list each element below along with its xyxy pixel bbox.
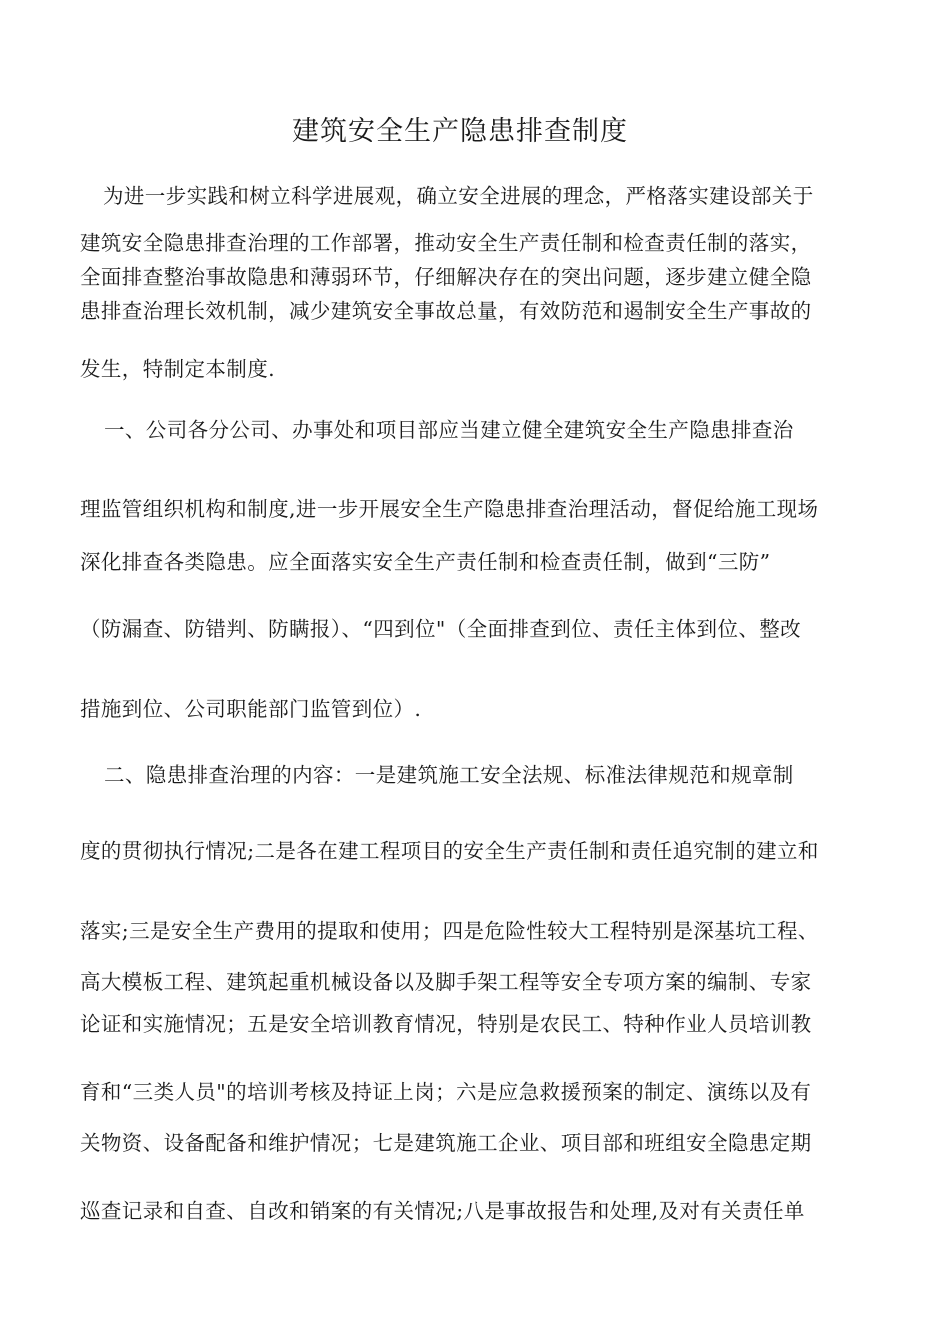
paragraph-line: 深化排查各类隐患。应全面落实安全生产责任制和检查责任制，做到“三防” [80,550,771,574]
paragraph-line: 一、公司各分公司、办事处和项目部应当建立健全建筑安全生产隐患排查治 [104,418,794,442]
paragraph-line: 高大模板工程、建筑起重机械设备以及脚手架工程等安全专项方案的编制、专家 [80,970,812,994]
document-title: 建筑安全生产隐患排查制度 [292,116,628,147]
paragraph-line: 患排查治理长效机制，减少建筑安全事故总量，有效防范和遏制安全生产事故的 [80,299,812,323]
paragraph-line: 度的贯彻执行情况;二是各在建工程项目的安全生产责任制和责任追究制的建立和 [80,839,819,863]
paragraph-line: 论证和实施情况；五是安全培训教育情况，特别是农民工、特种作业人员培训教 [80,1012,812,1036]
paragraph-line: 全面排查整治事故隐患和薄弱环节，仔细解决存在的突出问题，逐步建立健全隐 [80,265,812,289]
paragraph-line: 理监管组织机构和制度,进一步开展安全生产隐患排查治理活动，督促给施工现场 [80,497,819,521]
paragraph-line: 二、隐患排查治理的内容：一是建筑施工安全法规、标准法律规范和规章制 [104,763,794,787]
paragraph-line: 关物资、设备配备和维护情况；七是建筑施工企业、项目部和班组安全隐患定期 [80,1131,812,1155]
paragraph-line: 措施到位、公司职能部门监管到位）. [80,697,422,721]
paragraph-line: 育和“三类人员"的培训考核及持证上岗；六是应急救援预案的制定、演练以及有 [80,1080,812,1104]
paragraph-line: （防漏查、防错判、防瞒报）、“四到位"（全面排查到位、责任主体到位、整改 [80,617,802,641]
paragraph-line: 为进一步实践和树立科学进展观，确立安全进展的理念，严格落实建设部关于 [103,184,814,208]
paragraph-line: 建筑安全隐患排查治理的工作部署，推动安全生产责任制和检查责任制的落实， [80,231,812,255]
paragraph-line: 落实;三是安全生产费用的提取和使用；四是危险性较大工程特别是深基坑工程、 [80,919,819,943]
paragraph-line: 发生，特制定本制度. [80,357,276,381]
paragraph-line: 巡查记录和自查、自改和销案的有关情况;八是事故报告和处理,及对有关责任单 [80,1199,805,1223]
